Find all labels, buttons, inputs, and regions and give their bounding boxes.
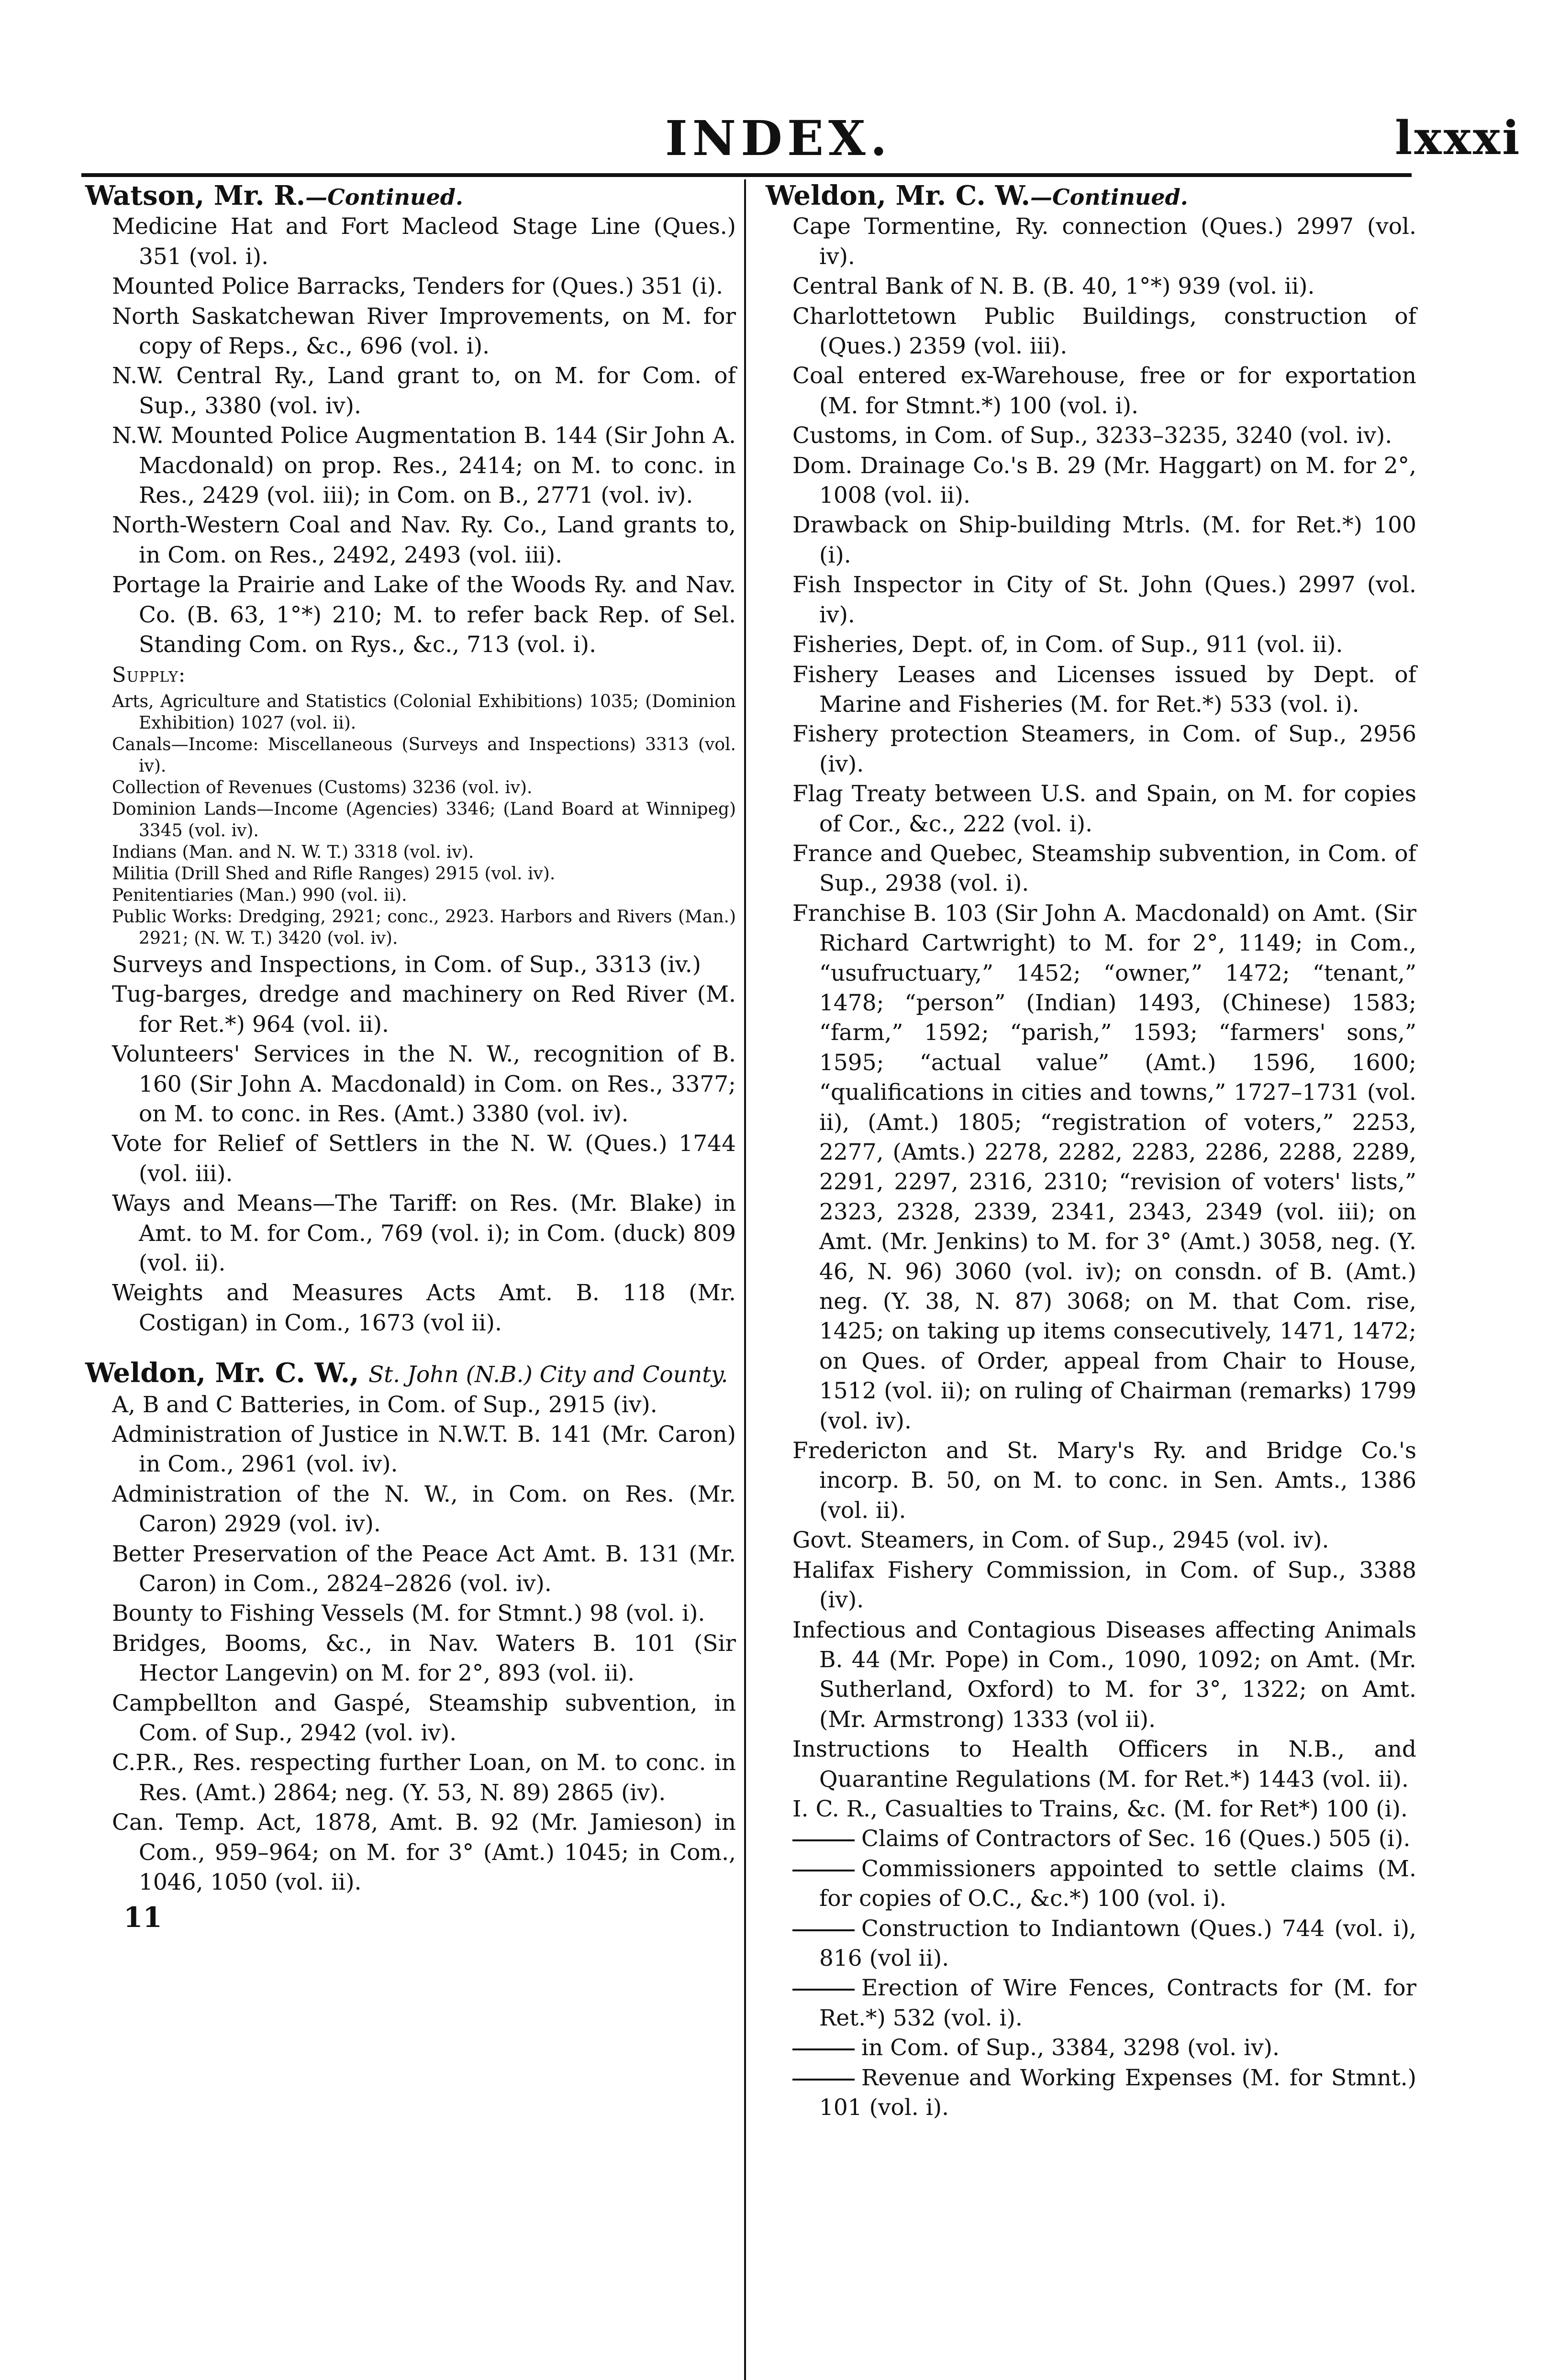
heading-continued: —Continued. <box>305 184 463 210</box>
repeat-dash <box>792 2079 855 2081</box>
index-entry: North Saskatchewan River Improvements, on M. for copy of Reps., &c., 696 (vol. i). <box>112 303 736 360</box>
header-rule <box>81 173 1412 177</box>
index-entry: Fredericton and St. Mary's Ry. and Bridge Co.'s incorp. B. 50, on M. to conc. in Sen. Amts., 1386 (vol. ii). <box>792 1438 1416 1524</box>
index-entry: Cape Tormentine, Ry. connection (Ques.) 2997 (vol. iv). <box>792 213 1416 270</box>
right-column <box>766 181 1416 2123</box>
index-entry: Flag Treaty between U.S. and Spain, on M. for copies of Cor., &c., 222 (vol. i). <box>792 781 1416 837</box>
index-dash-entry <box>766 1914 1416 1974</box>
heading-continued: —Continued. <box>1030 184 1188 210</box>
index-entry: Dom. Drainage Co.'s B. 29 (Mr. Haggart) on M. for 2°, 1008 (vol. ii). <box>792 452 1416 509</box>
index-entry: Surveys and Inspections, in Com. of Sup., 3313 (iv.) <box>112 951 702 978</box>
repeat-dash <box>792 1870 855 1871</box>
repeat-dash <box>792 1989 855 1991</box>
repeat-dash <box>792 1929 855 1931</box>
index-entry: France and Quebec, Steamship subvention, in Com. of Sup., 2938 (vol. i). <box>792 840 1416 897</box>
index-entry: Mounted Police Barracks, Tenders for (Ques.) 351 (i). <box>112 273 724 300</box>
dash-entry-text: Revenue and Working Expenses (M. for Stmnt.) 101 (vol. i). <box>819 2064 1416 2121</box>
index-entry: Central Bank of N. B. (B. 40, 1°*) 939 (vol. ii). <box>792 273 1315 300</box>
supply-item: Collection of Revenues (Customs) 3236 (vol. iv). <box>112 777 533 797</box>
dash-entry-text: Construction to Indiantown (Ques.) 744 (vol. i), 816 (vol ii). <box>819 1915 1416 1971</box>
supply-item: Public Works: Dredging, 2921; conc., 2923. Harbors and Rivers (Man.) 2921; (N. W. T.) 3420 (vol. iv). <box>112 907 736 948</box>
index-heading-watson <box>85 181 736 212</box>
repeat-dash <box>792 2048 855 2050</box>
index-entry: North-Western Coal and Nav. Ry. Co., Land grants to, in Com. on Res., 2492, 2493 (vol. iii). <box>112 512 736 568</box>
signature-mark: 11 <box>123 1901 162 1934</box>
page-number: lxxxi <box>1395 111 1522 165</box>
index-entry: Medicine Hat and Fort Macleod Stage Line (Ques.) 351 (vol. i). <box>112 213 736 270</box>
index-entry: Ways and Means—The Tariff: on Res. (Mr. Blake) in Amt. to M. for Com., 769 (vol. i); in Com. (duck) 809 (vol. ii). <box>112 1190 736 1276</box>
heading-name: Weldon, Mr. C. W., <box>85 1357 359 1389</box>
supply-item: Canals—Income: Miscellaneous (Surveys and Inspections) 3313 (vol. iv). <box>112 734 736 776</box>
index-entry: Drawback on Ship-building Mtrls. (M. for Ret.*) 100 (i). <box>792 512 1416 568</box>
index-entry: Administration of Justice in N.W.T. B. 141 (Mr. Caron) in Com., 2961 (vol. iv). <box>112 1421 736 1478</box>
index-dash-entry <box>766 1854 1416 1914</box>
dash-entry-text: Commissioners appointed to settle claims (M. for copies of O.C., &c.*) 100 (vol. i). <box>819 1855 1416 1912</box>
index-entry: Bridges, Booms, &c., in Nav. Waters B. 101 (Sir Hector Langevin) on M. for 2°, 893 (vol. ii). <box>112 1630 736 1687</box>
page-title: INDEX. <box>665 110 892 166</box>
index-entry: Volunteers' Services in the N. W., recognition of B. 160 (Sir John A. Macdonald) in Com. on Res., 3377; on M. to conc. in Res. (Amt.) 3380 (vol. iv). <box>112 1041 736 1127</box>
index-entry: Tug-barges, dredge and machinery on Red River (M. for Ret.*) 964 (vol. ii). <box>112 981 736 1038</box>
index-entry: C.P.R., Res. respecting further Loan, on M. to conc. in Res. (Amt.) 2864; neg. (Y. 53, N. 89) 2865 (iv). <box>112 1749 736 1806</box>
index-heading-weldon-continued <box>766 181 1416 212</box>
index-entry: Coal entered ex-Warehouse, free or for exportation (M. for Stmnt.*) 100 (vol. i). <box>792 363 1416 419</box>
index-dash-entry <box>766 1824 1416 1854</box>
supply-item: Indians (Man. and N. W. T.) 3318 (vol. iv). <box>112 842 474 862</box>
index-entry: I. C. R., Casualties to Trains, &c. (M. for Ret*) 100 (i). <box>792 1795 1408 1822</box>
index-entry: N.W. Mounted Police Augmentation B. 144 (Sir John A. Macdonald) on prop. Res., 2414; on M. to conc. in Res., 2429 (vol. iii); in Com. on B., 2771 (vol. iv). <box>112 422 736 509</box>
index-entry: Better Preservation of the Peace Act Amt. B. 131 (Mr. Caron) in Com., 2824–2826 (vol. iv). <box>112 1540 736 1597</box>
supply-item: Militia (Drill Shed and Rifle Ranges) 2915 (vol. iv). <box>112 863 556 884</box>
heading-name: Watson, Mr. R. <box>85 180 306 211</box>
index-entry: Can. Temp. Act, 1878, Amt. B. 92 (Mr. Jamieson) in Com., 959–964; on M. for 3° (Amt.) 1045; in Com., 1046, 1050 (vol. ii). <box>112 1809 736 1896</box>
index-dash-entry <box>766 2063 1416 2123</box>
index-entry: Halifax Fishery Commission, in Com. of Sup., 3388 (iv). <box>792 1557 1416 1614</box>
heading-constituency: St. John (N.B.) City and County. <box>368 1362 728 1388</box>
index-entry: Fish Inspector in City of St. John (Ques.) 2997 (vol. iv). <box>792 572 1416 628</box>
index-entry: Vote for Relief of Settlers in the N. W. (Ques.) 1744 (vol. iii). <box>112 1130 736 1187</box>
index-entry: Infectious and Contagious Diseases affecting Animals B. 44 (Mr. Pope) in Com., 1090, 1092; on Amt. (Mr. Sutherland, Oxford) to M. for 3°, 1322; on Amt. (Mr. Armstrong) 1333 (vol ii). <box>792 1616 1416 1733</box>
supply-subheading: Supply: <box>112 663 186 687</box>
index-entry: Charlottetown Public Buildings, construction of (Ques.) 2359 (vol. iii). <box>792 303 1416 360</box>
repeat-dash <box>792 1839 855 1841</box>
index-entry: Franchise B. 103 (Sir John A. Macdonald) on Amt. (Sir Richard Cartwright) to M. for 2°, 1149; in Com., “usufructuary,” 1452; “owner,” 1472; “tenant,” 1478; “person” (Indian) 1493, (Chinese) 1583; “farm,” 1592; “parish,” 1593; “farmers' sons,” 1595; “actual value” (Amt.) 1596, 1600; “qualifications in cities and towns,” 1727–1731 (vol. ii), (Amt.) 1805; “registration of voters,” 2253, 2277, (Amts.) 2278, 2282, 2283, 2286, 2288, 2289, 2291, 2297, 2316, 2310; “revision of voters' lists,” 2323, 2328, 2339, 2341, 2343, 2349 (vol. iii); on Amt. (Mr. Jenkins) to M. for 3° (Amt.) 3058, neg. (Y. 46, N. 96) 3060 (vol. iv); on consdn. of B. (Amt.) neg. (Y. 38, N. 87) 3068; on M. that Com. rise, 1425; on taking up items consecutively, 1471, 1472; on Ques. of Order, appeal from Chair to House, 1512 (vol. ii); on ruling of Chairman (remarks) 1799 (vol. iv). <box>792 900 1416 1434</box>
index-dash-entry <box>766 1973 1416 2033</box>
dash-entry-text: Erection of Wire Fences, Contracts for (M. for Ret.*) 532 (vol. i). <box>819 1975 1416 2031</box>
index-dash-entry <box>766 2033 1416 2063</box>
index-entry: Weights and Measures Acts Amt. B. 118 (Mr. Costigan) in Com., 1673 (vol ii). <box>112 1280 736 1336</box>
index-entry: Instructions to Health Officers in N.B., and Quarantine Regulations (M. for Ret.*) 1443 (vol. ii). <box>792 1736 1416 1793</box>
supply-item: Dominion Lands—Income (Agencies) 3346; (Land Board at Winnipeg) 3345 (vol. iv). <box>112 799 736 841</box>
index-entry: N.W. Central Ry., Land grant to, on M. for Com. of Sup., 3380 (vol. iv). <box>112 363 736 419</box>
dash-entry-text: in Com. of Sup., 3384, 3298 (vol. iv). <box>861 2035 1280 2061</box>
column-divider <box>744 179 746 2380</box>
index-entry: Fishery protection Steamers, in Com. of Sup., 2956 (iv). <box>792 721 1416 777</box>
index-entry: Administration of the N. W., in Com. on Res. (Mr. Caron) 2929 (vol. iv). <box>112 1481 736 1538</box>
index-heading-weldon <box>85 1358 736 1390</box>
index-entry: Customs, in Com. of Sup., 3233–3235, 3240 (vol. iv). <box>792 422 1392 449</box>
heading-name: Weldon, Mr. C. W. <box>766 180 1031 211</box>
supply-item: Arts, Agriculture and Statistics (Colonial Exhibitions) 1035; (Dominion Exhibition) 1027 (vol. ii). <box>112 691 736 733</box>
index-entry: A, B and C Batteries, in Com. of Sup., 2915 (iv). <box>112 1391 657 1418</box>
index-entry: Bounty to Fishing Vessels (M. for Stmnt.) 98 (vol. i). <box>112 1600 705 1627</box>
dash-entry-text: Claims of Contractors of Sec. 16 (Ques.) 505 (i). <box>861 1826 1411 1852</box>
left-column <box>85 181 736 1932</box>
index-entry: Fishery Leases and Licenses issued by Dept. of Marine and Fisheries (M. for Ret.*) 533 (vol. i). <box>792 661 1416 718</box>
index-entry: Portage la Prairie and Lake of the Woods Ry. and Nav. Co. (B. 63, 1°*) 210; M. to refer back Rep. of Sel. Standing Com. on Rys., &c., 713 (vol. i). <box>112 572 736 658</box>
index-entry: Fisheries, Dept. of, in Com. of Sup., 911 (vol. ii). <box>792 631 1343 658</box>
supply-item: Penitentiaries (Man.) 990 (vol. ii). <box>112 885 407 905</box>
index-entry: Campbellton and Gaspé, Steamship subvention, in Com. of Sup., 2942 (vol. iv). <box>112 1690 736 1747</box>
index-entry: Govt. Steamers, in Com. of Sup., 2945 (vol. iv). <box>792 1527 1329 1554</box>
